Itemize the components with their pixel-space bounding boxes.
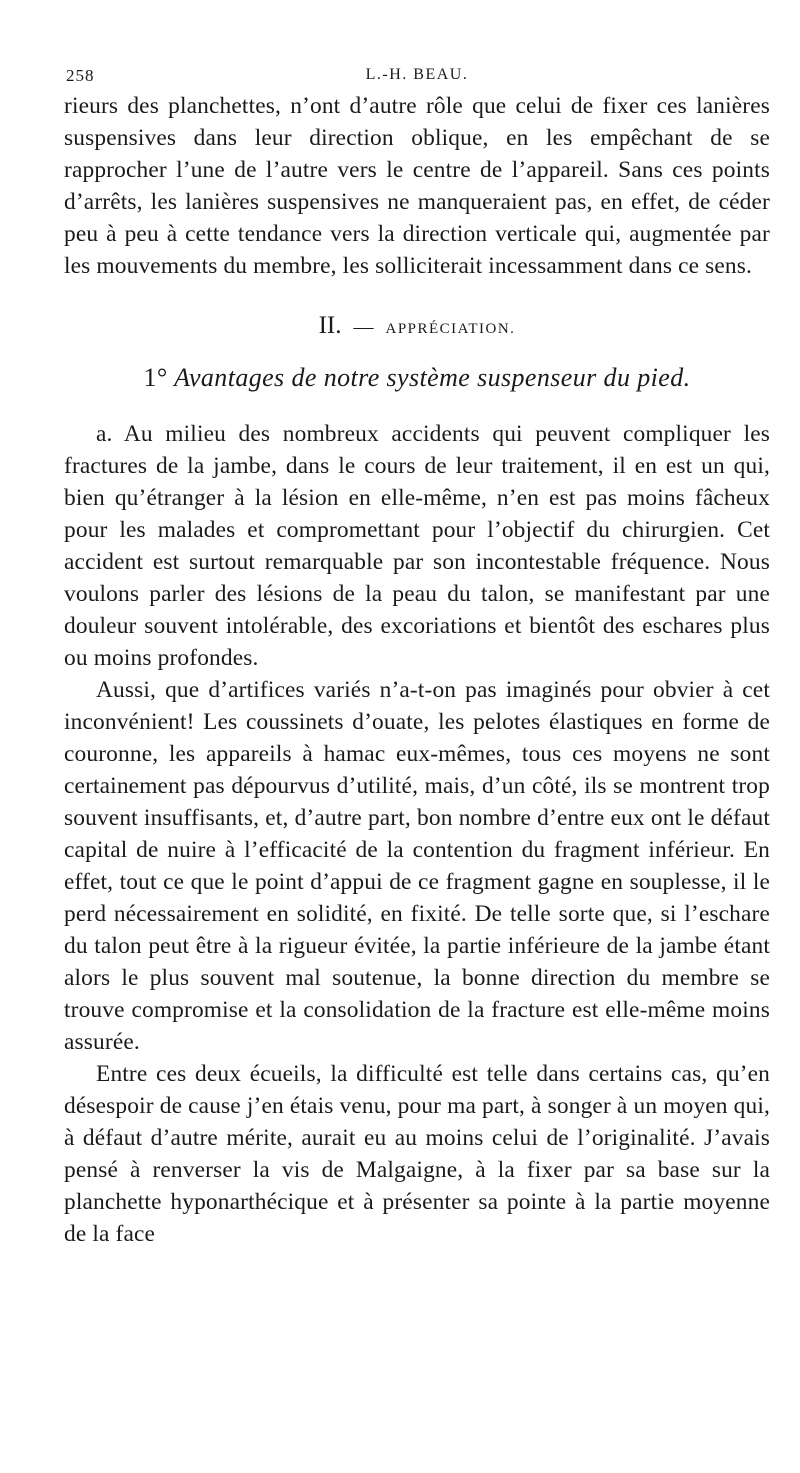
book-page	[64, 60, 770, 1250]
section-dash: —	[353, 316, 374, 338]
subsection-heading	[64, 356, 770, 400]
section-heading	[64, 306, 770, 346]
paragraph-entre: Entre ces deux écueils, la difficulté est telle dans certains cas, qu’en désespoir de cause j’en étais venu, pour ma part, à songer à un moyen qui, à défaut d’autre mérite, aurait eu au moins celui de l’originalité. J’avais pensé à renverser la vis de Malgaigne, à la fixer par sa base sur la planchette hyponarthécique et à présenter sa pointe à la partie moyenne de la face	[64, 1061, 770, 1247]
paragraph-intro: rieurs des planchettes, n’ont d’autre rôle que celui de fixer ces lanières suspensives dans leur direction oblique, en les empêchant de se rapprocher l’une de l’autre vers le centre de l’appareil. Sans ces points d’arrêts, les lanières suspensives ne manqueraient pas, en effet, de céder peu à peu à cette tendance vers la direction verticale qui, augmentée par les mouvements du membre, les solliciterait incessamment dans ce sens.	[64, 93, 770, 279]
subsection-number: 1°	[143, 363, 168, 392]
section-title: APPRÉCIATION.	[385, 321, 516, 337]
running-title: L.-H. BEAU.	[365, 66, 469, 83]
section-number: II.	[318, 312, 342, 339]
subsection-title: Avantages de notre système suspenseur du pied.	[174, 363, 691, 392]
paragraph-a: a. Au milieu des nombreux accidents qui peuvent compliquer les fractures de la jambe, dans le cours de leur traitement, il en est un qui, bien qu’étranger à la lésion en elle-même, n’en est pas moins fâcheux pour les malades et compromettant pour l’objectif du chirurgien. Cet accident est surtout remarquable par son incontestable fréquence. Nous voulons parler des lésions de la peau du talon, se manifestant par une douleur souvent intolérable, des excoriations et bientôt des eschares plus ou moins profondes.	[64, 421, 770, 671]
page-number: 258	[66, 66, 95, 85]
running-head	[64, 60, 770, 90]
paragraph-aussi: Aussi, que d’artifices variés n’a-t-on pas imaginés pour obvier à cet inconvénient! Les coussinets d’ouate, les pelotes élastiques en forme de couronne, les appareils à hamac eux-mêmes, tous ces moyens ne sont certainement pas dépourvus d’utilité, mais, d’un côté, ils se montrent trop souvent insuffisants, et, d’autre part, bon nombre d’entre eux ont le défaut capital de nuire à l’efficacité de la contention du fragment inférieur. En effet, tout ce que le point d’appui de ce fragment gagne en souplesse, il le perd nécessairement en solidité, en fixité. De telle sorte que, si l’eschare du talon peut être à la rigueur évitée, la partie inférieure de la jambe étant alors le plus souvent mal soutenue, la bonne direction du membre se trouve compromise et la consolidation de la fracture est elle-même moins assurée.	[64, 677, 770, 1055]
